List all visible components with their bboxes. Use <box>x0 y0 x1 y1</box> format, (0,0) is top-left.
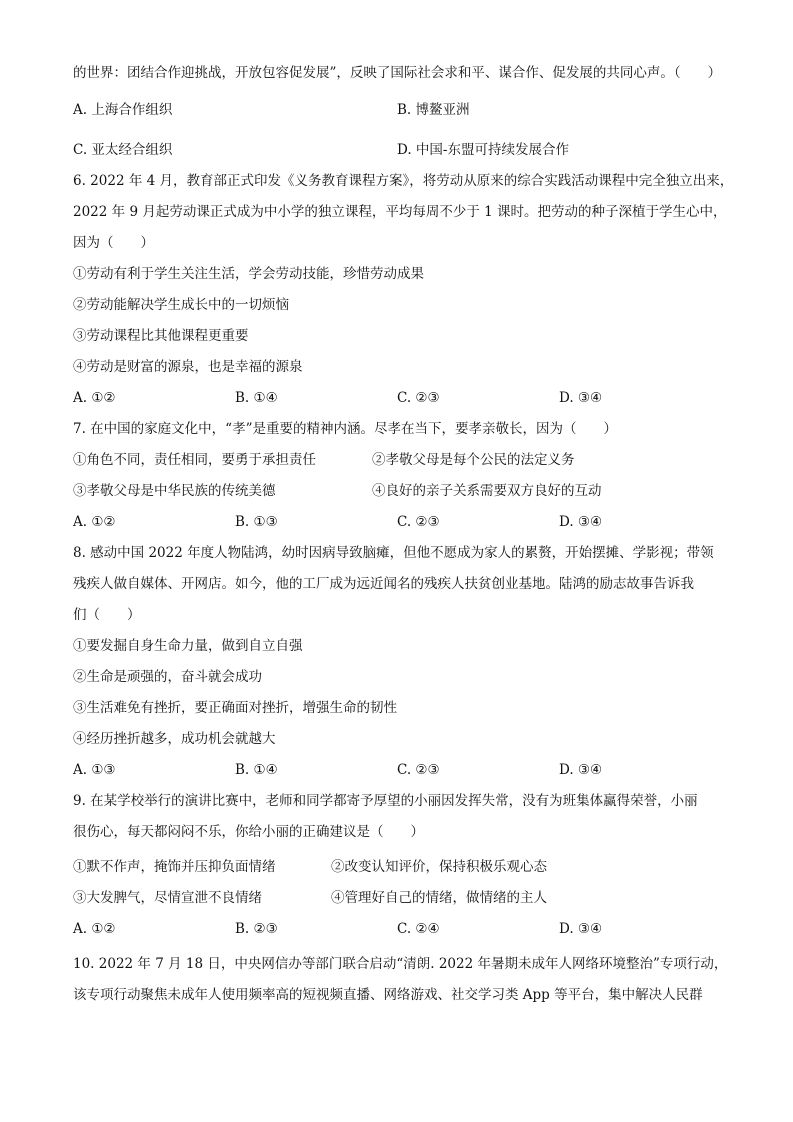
q8-stem-line-1: 8. 感动中国 2022 年度人物陆鸿，幼时因病导致脑瘫，但他不愿成为家人的累赘，开始摆摊、学影视；带领 <box>73 545 714 561</box>
q5-option-c: C. 亚太经合组织 <box>73 142 173 158</box>
q7-item-4: ④良好的亲子关系需要双方良好的互动 <box>372 483 602 499</box>
q6-option-b: B. ①④ <box>235 390 278 406</box>
q6-item-2: ②劳动能解决学生成长中的一切烦恼 <box>73 297 289 313</box>
q7-stem-line-1: 7. 在中国的家庭文化中，“孝”是重要的精神内涵。尽孝在当下，要孝亲敬长，因为（ ） <box>73 421 617 437</box>
q9-option-b: B. ②③ <box>235 921 278 937</box>
q8-option-a: A. ①③ <box>73 762 116 778</box>
q9-option-a: A. ①② <box>73 921 116 937</box>
q5-option-d: D. 中国-东盟可持续发展合作 <box>397 142 569 158</box>
q6-option-c: C. ②③ <box>397 390 440 406</box>
q8-stem-line-3: 们（ ） <box>73 607 141 623</box>
q8-option-b: B. ①④ <box>235 762 278 778</box>
q5-stem-tail: 的世界：团结合作迎挑战，开放包容促发展”，反映了国际社会求和平、谋合作、促发展的共同心声。（ ） <box>73 65 722 81</box>
q10-stem-line-1: 10. 2022 年 7 月 18 日，中央网信办等部门联合启动“清朗. 2022 年暑期未成年人网络环境整治”专项行动， <box>73 956 728 972</box>
q8-item-3: ③生活难免有挫折，要正确面对挫折，增强生命的韧性 <box>73 700 397 716</box>
q6-item-3: ③劳动课程比其他课程更重要 <box>73 328 249 344</box>
q8-stem-line-2: 残疾人做自媒体、开网店。如今，他的工厂成为远近闻名的残疾人扶贫创业基地。陆鸿的励志故事告诉我 <box>73 576 694 592</box>
q6-item-4: ④劳动是财富的源泉，也是幸福的源泉 <box>73 359 303 375</box>
q8-item-1: ①要发掘自身生命力量，做到自立自强 <box>73 638 303 654</box>
q7-option-b: B. ①③ <box>235 514 278 530</box>
q7-option-a: A. ①② <box>73 514 116 530</box>
q9-item-1: ①默不作声，掩饰并压抑负面情绪 <box>73 859 276 875</box>
q6-option-a: A. ①② <box>73 390 116 406</box>
q8-option-c: C. ②③ <box>397 762 440 778</box>
q5-option-a: A. 上海合作组织 <box>73 102 173 118</box>
q7-option-d: D. ③④ <box>559 514 603 530</box>
q9-option-c: C. ②④ <box>397 921 440 937</box>
q9-item-3: ③大发脾气，尽情宣泄不良情绪 <box>73 890 262 906</box>
q5-option-b: B. 博鳌亚洲 <box>397 102 470 118</box>
q7-option-c: C. ②③ <box>397 514 440 530</box>
q7-item-3: ③孝敬父母是中华民族的传统美德 <box>73 483 276 499</box>
q6-stem-line-3: 因为（ ） <box>73 235 154 251</box>
q6-item-1: ①劳动有利于学生关注生活，学会劳动技能，珍惜劳动成果 <box>73 266 424 282</box>
q10-stem-line-2: 该专项行动聚焦未成年人使用频率高的短视频直播、网络游戏、社交学习类 App 等平台，集中解决人民群 <box>73 987 703 1003</box>
q9-stem-line-1: 9. 在某学校举行的演讲比赛中，老师和同学都寄予厚望的小丽因发挥失常，没有为班集体赢得荣誉，小丽 <box>73 793 698 809</box>
q9-option-d: D. ③④ <box>559 921 603 937</box>
q6-option-d: D. ③④ <box>559 390 603 406</box>
q9-item-4: ④管理好自己的情绪，做情绪的主人 <box>331 890 547 906</box>
q8-item-4: ④经历挫折越多，成功机会就越大 <box>73 731 276 747</box>
q6-stem-line-1: 6. 2022 年 4 月，教育部正式印发《义务教育课程方案》，将劳动从原来的综合实践活动课程中完全独立出来， <box>73 173 734 189</box>
q7-item-2: ②孝敬父母是每个公民的法定义务 <box>372 452 575 468</box>
q6-stem-line-2: 2022 年 9 月起劳动课正式成为中小学的独立课程，平均每周不少于 1 课时。把劳动的种子深植于学生心中， <box>73 204 727 220</box>
q9-item-2: ②改变认知评价，保持积极乐观心态 <box>331 859 547 875</box>
q8-option-d: D. ③④ <box>559 762 603 778</box>
q7-item-1: ①角色不同，责任相同，要勇于承担责任 <box>73 452 316 468</box>
q8-item-2: ②生命是顽强的，奋斗就会成功 <box>73 669 262 685</box>
q9-stem-line-2: 很伤心，每天都闷闷不乐，你给小丽的正确建议是（ ） <box>73 824 424 840</box>
